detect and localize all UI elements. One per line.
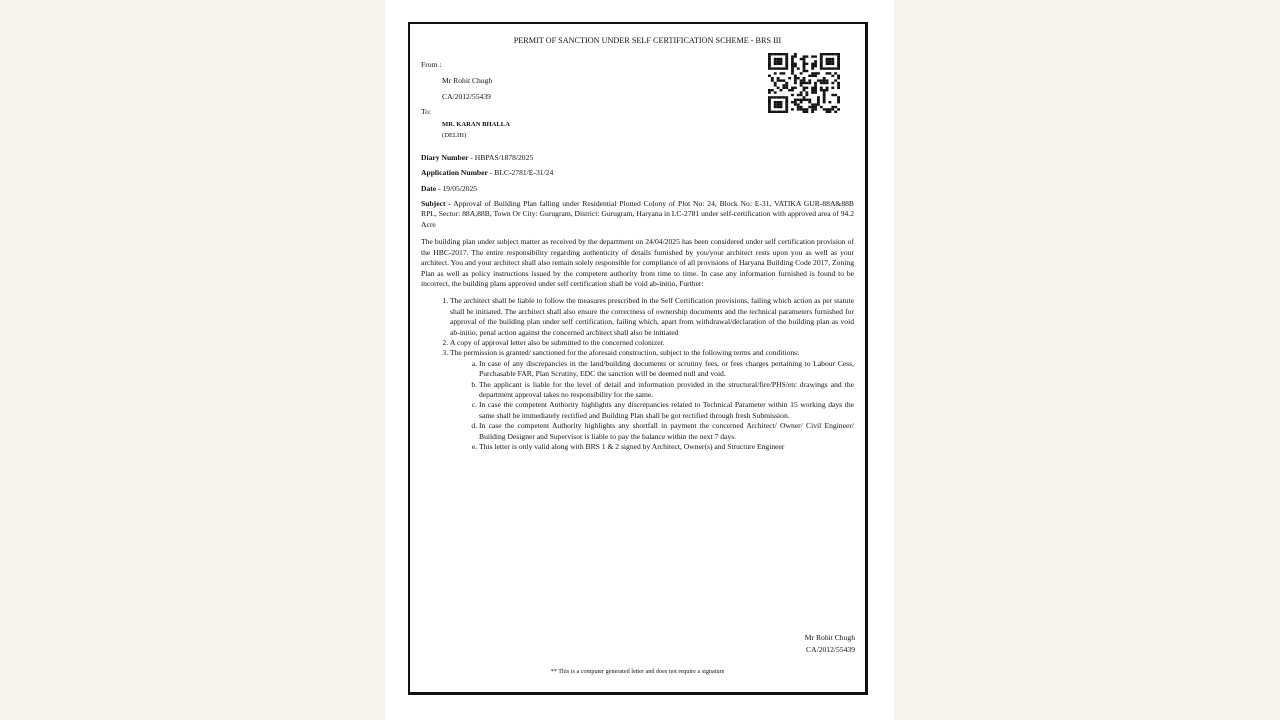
body-paragraph: The building plan under subject matter as received by the department on 24/04/2025 has been considered under self certification provision of the HBC-2017. The entire responsibility regarding authenticity of details furnished by you/your architect rests upon you as well as your architect. You and your architect shall also remain solely responsible for compliance of all provisions of Haryana Building Code 2017, Zoning Plan as well as policy instructions issued by the competent authority from time to time. In case any information furnished is found to be incorrect, the building plans approved under self certification shall be void ab-initio, Further:: [421, 237, 854, 288]
numbered-list: [421, 296, 854, 452]
from-code: CA/2012/55439: [442, 92, 491, 102]
application-number-value: - BLC-2781/E-31/24: [487, 168, 554, 178]
list-item: [450, 296, 854, 338]
diary-number-value: - HBPAS/1878/2025: [468, 152, 534, 162]
signature-name: Mr Rohit Chugh: [804, 633, 855, 642]
from-name: Mr Rohit Chugh: [442, 75, 493, 85]
application-number-label: Application Number: [421, 168, 488, 178]
list-item-text: A copy of approval letter also be submitted to the concerned colonizer.: [450, 337, 665, 347]
subject-label: Subject: [421, 199, 446, 209]
date-row: [421, 184, 854, 194]
subject-text: - Approval of Building Plan falling under Residential Plotted Colony of Plot No: 24, Block No: E-31, VATIKA GUR-88A&88B RPL, Sector: 88A,88B, Town Or City: Gurugram, District: Gurugram, Haryana in LC-2781 under self-certification with approved area of 94.2 Acre: [421, 199, 854, 229]
list-item-text: The architect shall be liable to follow the measures prescribed in the Self Certification provisions, failing which action as per statute shall be initiated. The architect shall also ensure the correctness of ownership documents and the technical parameters furnished for approval of the building plan under self certification, failing which, apart from withdrawal/declaration of the building plan as void ab-initio, penal action against the concerned architect shall also be initiated: [450, 296, 854, 337]
document-body: [421, 36, 854, 452]
condition-item: d. In case the competent Authority highlights any shortfall in payment the concerned Architect/ Owner/ Civil Engineer/ Building Designer and Supervisor is liable to pay the balance within the next 7 days.: [479, 421, 854, 442]
date-value: - 19/05/2025: [436, 183, 478, 193]
list-item: [450, 338, 854, 348]
to-name: MR. KARAN BHALLA: [442, 121, 510, 129]
footer-note: ** This is a computer generated letter and does not require a signature: [550, 668, 725, 675]
date-label: Date: [421, 183, 437, 193]
application-number-row: [421, 168, 854, 178]
condition-item: a. In case of any discrepancies in the land/building documents or scrutiny fees, or fees charges pertaining to Labour Cess, Purchasable FAR, Plan Scrutiny, EDC the sanction will be deemed null and void.: [479, 359, 854, 380]
to-label: To:: [421, 106, 432, 116]
diary-number-label: Diary Number: [421, 152, 469, 162]
list-item: [450, 348, 854, 452]
signature-code: CA/2012/55439: [806, 645, 855, 654]
document-title: PERMIT OF SANCTION UNDER SELF CERTIFICATION SCHEME - BRS III: [513, 36, 782, 45]
condition-item: b. The applicant is liable for the level of detail and information provided in the structural/fire/PHS/etc drawings and the department approval takes no responsibility for the same.: [479, 380, 854, 401]
subject-paragraph: [421, 199, 854, 230]
from-label: From :: [421, 60, 442, 70]
list-item-text: The permission is granted/ sanctioned for the aforesaid construction, subject to the following terms and conditions:: [450, 348, 800, 358]
condition-item: c. In case the competent Authority highlights any discrepancies related to Technical Parameter within 15 working days the same shall be immediately rectified and Building Plan shall be got rectified through fresh Submission.: [479, 400, 854, 421]
diary-number-row: [421, 153, 854, 163]
conditions-list: [450, 359, 854, 453]
to-city: (DELHI): [442, 132, 467, 140]
condition-item: e. This letter is only valid along with BRS 1 & 2 signed by Architect, Owner(s) and Structure Engineer: [479, 442, 854, 452]
